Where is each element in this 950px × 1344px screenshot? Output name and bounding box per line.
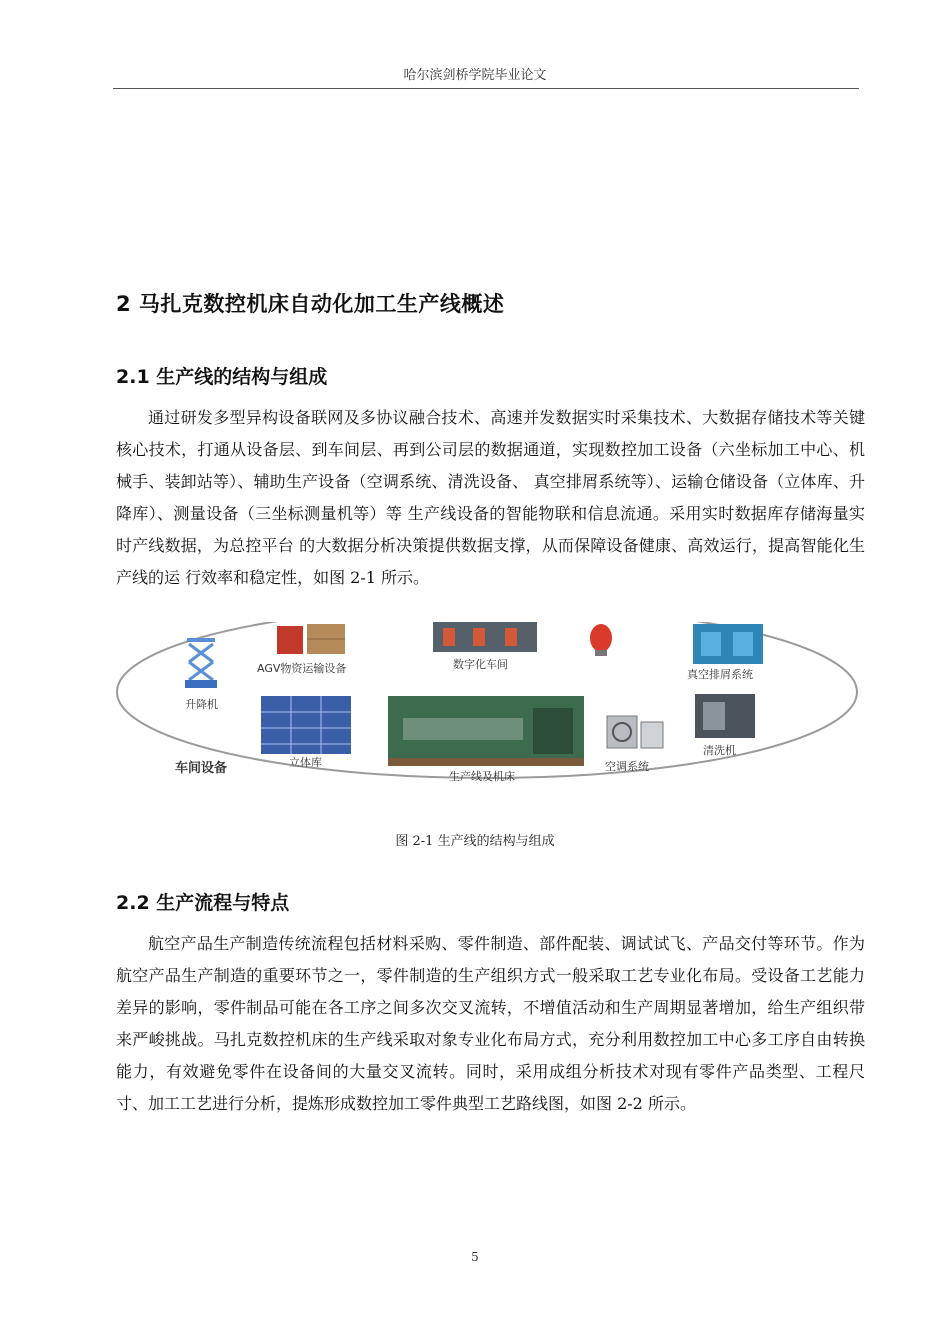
cleaning-machine-label: 清洗机 (703, 744, 736, 757)
production-line-illustration (388, 696, 584, 766)
section-2-2-paragraph: 航空产品生产制造传统流程包括材料采购、零件制造、部件配装、调试试飞、产品交付等环节。作为航空产品生产制造的重要环节之一，零件制造的生产组织方式一般采取工艺专业化布局。受设备工艺能力差异的影响，零件制品可能在各工序之间多次交叉流转，不增值活动和生产周期显著增加，给生产组织带来严峻挑战。马扎克数控机床的生产线采取对象专业化布局方式，充分利用数控加工中心多工序自由转换能力，有效避免零件在设备间的大量交叉流转。同时，采用成组分析技术对现有零件产品类型、工程尺寸、加工工艺进行分析，提炼形成数控加工零件典型工艺路线图，如图 2-2 所示。 (116, 934, 865, 1113)
warehouse-label: 立体库 (289, 756, 322, 769)
vacuum-system-illustration (693, 624, 763, 664)
digital-workshop-illustration (433, 622, 537, 652)
figure-caption: 图 2-1 生产线的结构与组成 (395, 834, 555, 849)
air-conditioning-illustration (607, 716, 663, 748)
section-title-2-1: 2.1 生产线的结构与组成 (116, 366, 328, 388)
vacuum-label: 真空排屑系统 (687, 668, 753, 681)
agv-illustration (277, 624, 345, 654)
running-header: 哈尔滨剑桥学院毕业论文 (403, 68, 547, 83)
workshop-equipment-label: 车间设备 (175, 761, 228, 776)
agv-label: AGV物资运输设备 (257, 662, 347, 675)
page-number: 5 (471, 1250, 479, 1264)
production-line-label: 生产线及机床 (449, 770, 515, 783)
chapter-title: 2 马扎克数控机床自动化加工生产线概述 (116, 292, 505, 316)
digital-workshop-label: 数字化车间 (453, 658, 508, 671)
figure-production-line (113, 622, 861, 790)
header-divider (113, 88, 859, 89)
alarm-light-illustration (590, 624, 612, 656)
cleaning-machine-illustration (695, 694, 755, 738)
section-title-2-2: 2.2 生产流程与特点 (116, 892, 290, 914)
lift-illustration (185, 638, 217, 688)
warehouse-illustration (261, 696, 351, 754)
lift-label: 升降机 (185, 698, 218, 711)
air-conditioning-label: 空调系统 (605, 760, 649, 773)
section-2-1-paragraph: 通过研发多型异构设备联网及多协议融合技术、高速并发数据实时采集技术、大数据存储技术等关键核心技术，打通从设备层、到车间层、再到公司层的数据通道，实现数控加工设备（六坐标加工中心、机械手、装卸站等）、辅助生产设备（空调系统、清洗设备、 真空排屑系统等）、运输仓储设备（立体库、升降库）、测量设备（三坐标测量机等）等 生产线设备的智能物联和信息流通。采用实时数据库存储海量实时产线数据，为总控平台 的大数据分析决策提供数据支撑，从而保障设备健康、高效运行，提高智能化生产线的运 行效率和稳定性，如图 2-1 所示。 (116, 408, 865, 587)
